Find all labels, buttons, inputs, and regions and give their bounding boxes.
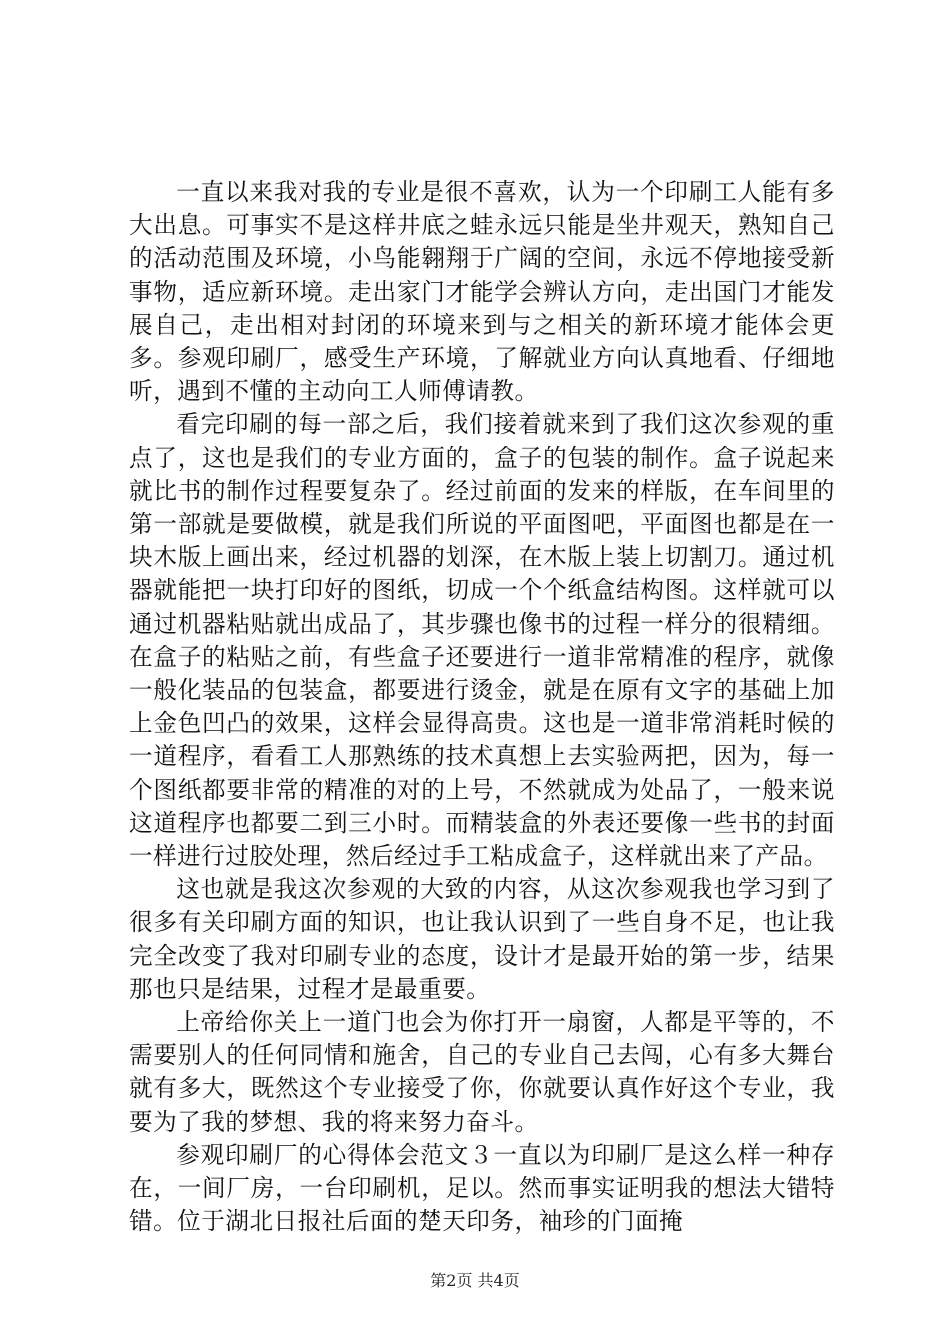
paragraph-5: 参观印刷厂的心得体会范文３一直以为印刷厂是这么样一种存在，一间厂房，一台印刷机，足以。然而事实证明我的想法大错特错。位于湖北日报社后面的楚天印务，袖珍的门面掩 — [129, 1140, 835, 1236]
paragraph-2: 看完印刷的每一部之后，我们接着就来到了我们这次参观的重点了，这也是我们的专业方面的，盒子的包装的制作。盒子说起来就比书的制作过程要复杂了。经过前面的发来的样版，在车间里的第一部就是要做模，就是我们所说的平面图吧，平面图也都是在一块木版上画出来，经过机器的划深，在木版上装上切割刀。通过机器就能把一块打印好的图纸，切成一个个纸盒结构图。这样就可以通过机器粘贴就出成品了，其步骤也像书的过程一样分的很精细。在盒子的粘贴之前，有些盒子还要进行一道非常精准的程序，就像一般化装品的包装盒，都要进行烫金，就是在原有文字的基础上加上金色凹凸的效果，这样会显得高贵。这也是一道非常消耗时候的一道程序，看看工人那熟练的技术真想上去实验两把，因为，每一个图纸都要非常的精准的对的上号，不然就成为处品了，一般来说这道程序也都要二到三小时。而精装盒的外表还要像一些书的封面一样进行过胶处理，然后经过手工粘成盒子，这样就出来了产品。 — [129, 410, 835, 871]
paragraph-4: 上帝给你关上一道门也会为你打开一扇窗，人都是平等的，不需要别人的任何同情和施舍，自己的专业自己去闯，心有多大舞台就有多大，既然这个专业接受了你，你就要认真作好这个专业，我要为了我的梦想、我的将来努力奋斗。 — [129, 1008, 835, 1136]
paragraph-1: 一直以来我对我的专业是很不喜欢，认为一个印刷工人能有多大出息。可事实不是这样井底之蛙永远只能是坐井观天，熟知自己的活动范围及环境，小鸟能翱翔于广阔的空间，永远不停地接受新事物，适应新环境。走出家门才能学会辨认方向，走出国门才能发展自己，走出相对封闭的环境来到与之相关的新环境才能体会更多。参观印刷厂，感受生产环境，了解就业方向认真地看、仔细地听，遇到不懂的主动向工人师傅请教。 — [129, 178, 835, 406]
page-footer: 第2页 共4页 — [430, 1271, 520, 1290]
body-text — [129, 176, 835, 1239]
paragraph-3: 这也就是我这次参观的大致的内容，从这次参观我也学习到了很多有关印刷方面的知识，也让我认识到了一些自身不足，也让我完全改变了我对印刷专业的态度，设计才是最开始的第一步，结果那也只是结果，过程才是最重要。 — [129, 875, 835, 1003]
